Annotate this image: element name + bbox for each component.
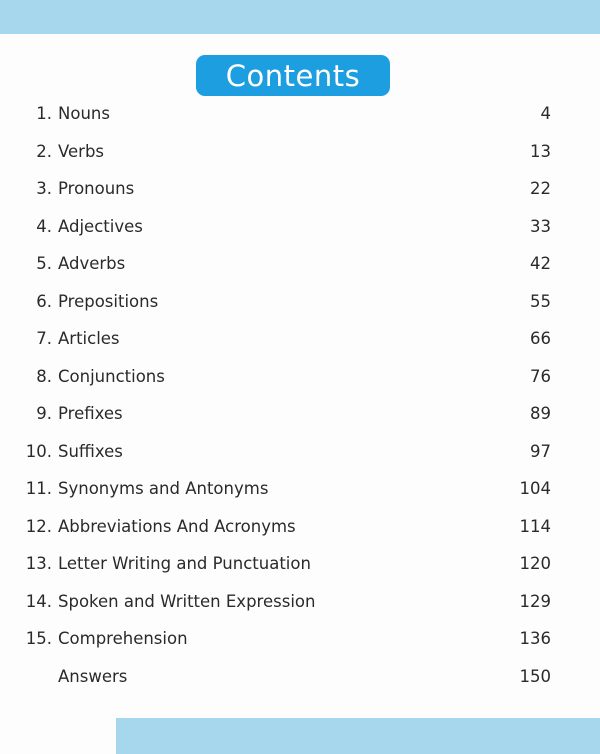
toc-entry-number: 11. <box>25 479 52 498</box>
page-title: Contents <box>225 58 361 93</box>
toc-entry-page: 89 <box>530 404 551 423</box>
toc-entry-page: 13 <box>530 141 551 161</box>
toc-entry-number: 8. <box>36 366 52 386</box>
toc-entry[interactable] <box>0 320 600 358</box>
top-decorative-band <box>0 0 600 34</box>
toc-entry[interactable] <box>0 395 600 433</box>
toc-entry-title: Abbreviations And Acronyms <box>58 516 296 536</box>
toc-entry[interactable] <box>0 470 600 508</box>
toc-entry-page: 4 <box>540 104 551 123</box>
toc-entry-page: 104 <box>519 479 551 498</box>
toc-entry-number: 2. <box>36 141 52 161</box>
toc-entry-number: 7. <box>36 329 52 348</box>
bottom-decorative-band <box>116 718 600 754</box>
toc-entry-title: Synonyms and Antonyms <box>58 479 269 498</box>
toc-entry[interactable] <box>0 658 600 696</box>
toc-entry-number: 12. <box>25 516 52 536</box>
toc-entry-title: Letter Writing and Punctuation <box>58 554 311 573</box>
toc-entry[interactable] <box>0 620 600 658</box>
toc-entry-title: Verbs <box>58 141 105 161</box>
toc-entry[interactable] <box>0 208 600 246</box>
toc-entry[interactable] <box>0 245 600 283</box>
toc-entry-page: 150 <box>519 666 551 686</box>
toc-entry-page: 136 <box>519 629 551 648</box>
toc-entry-number: 10. <box>25 441 52 461</box>
toc-entry-title: Prepositions <box>58 291 159 311</box>
toc-entry-title: Prefixes <box>58 404 123 423</box>
toc-entry-page: 55 <box>530 291 551 311</box>
contents-title-banner <box>196 55 390 96</box>
toc-entry[interactable] <box>0 508 600 546</box>
toc-entry-title: Articles <box>58 329 120 348</box>
toc-entry[interactable] <box>0 358 600 396</box>
toc-entry-number: 13. <box>25 554 52 573</box>
toc-entry-page: 114 <box>519 516 551 536</box>
toc-entry-page: 33 <box>530 216 551 236</box>
toc-entry-title: Conjunctions <box>58 366 165 386</box>
toc-entry-title: Pronouns <box>58 179 135 198</box>
toc-entry-title: Answers <box>58 666 128 686</box>
toc-entry-page: 66 <box>530 329 551 348</box>
table-of-contents <box>0 95 600 695</box>
toc-entry-title: Adjectives <box>58 216 143 236</box>
toc-entry[interactable] <box>0 95 600 133</box>
toc-entry-title: Spoken and Written Expression <box>58 591 316 611</box>
toc-entry[interactable] <box>0 583 600 621</box>
toc-entry-title: Suffixes <box>58 441 123 461</box>
toc-entry-number: 3. <box>36 179 52 198</box>
toc-entry-number: 9. <box>36 404 52 423</box>
toc-entry-page: 97 <box>530 441 551 461</box>
toc-entry-number: 5. <box>36 254 52 273</box>
toc-entry-number: 1. <box>36 104 52 123</box>
toc-entry[interactable] <box>0 283 600 321</box>
toc-entry-title: Comprehension <box>58 629 188 648</box>
toc-entry[interactable] <box>0 133 600 171</box>
toc-entry-page: 22 <box>530 179 551 198</box>
toc-entry-page: 120 <box>519 554 551 573</box>
toc-entry[interactable] <box>0 545 600 583</box>
toc-entry-number: 4. <box>36 216 52 236</box>
toc-entry-number: 6. <box>36 291 52 311</box>
toc-entry[interactable] <box>0 433 600 471</box>
toc-entry-page: 76 <box>530 366 551 386</box>
toc-entry-title: Adverbs <box>58 254 126 273</box>
toc-entry-page: 129 <box>519 591 551 611</box>
toc-entry[interactable] <box>0 170 600 208</box>
toc-entry-number: 14. <box>25 591 52 611</box>
toc-entry-page: 42 <box>530 254 551 273</box>
toc-entry-title: Nouns <box>58 104 110 123</box>
toc-entry-number: 15. <box>25 629 52 648</box>
